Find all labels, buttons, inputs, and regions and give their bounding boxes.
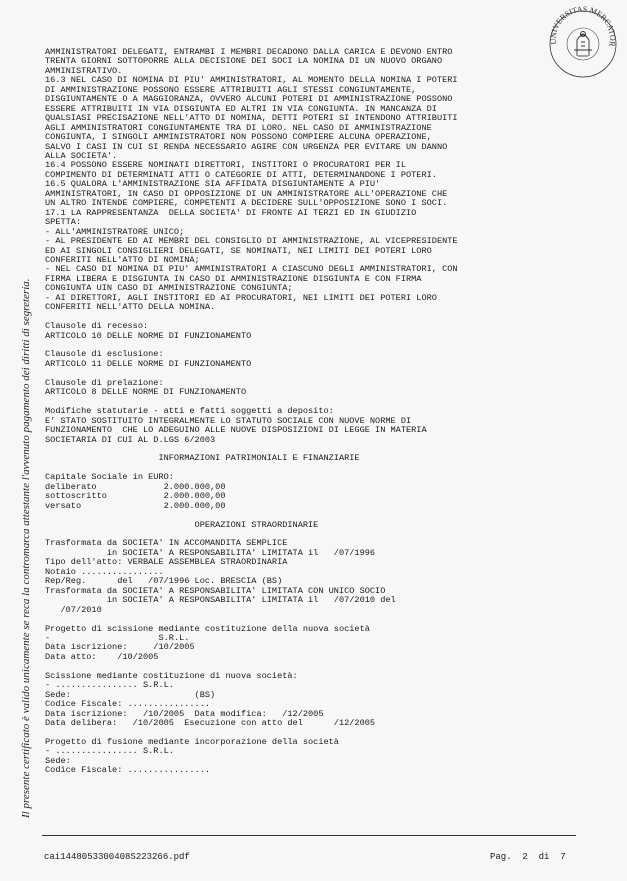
text-line: ARTICOLO 11 DELLE NORME DI FUNZIONAMENTO — [45, 358, 252, 369]
text-line: CONGIUNTA UIN CASO DI AMMINISTRAZIONE CONGIUNTA; — [45, 283, 293, 294]
text-line: CONFERITI NELL'ATTO DI NOMINA; — [45, 254, 200, 265]
text-line: in SOCIETA' A RESPONSABILITA' LIMITATA il /07/1996 — [45, 547, 376, 558]
text-line: AMMINISTRATORI, IN CASO DI OPPOSIZIONE DI UN AMMINISTRATORE ALL'OPERAZIONE CHE — [45, 188, 448, 199]
text-line: CONFERITI NELL'ATTO DELLA NOMINA. — [45, 302, 216, 313]
text-line: ED AI SINGOLI CONSIGLIERI DELEGATI, SE NOMINATI, NEI LIMITI DEI POTERI LORO — [45, 245, 432, 256]
text-line: E' STATO SOSTITUITO INTEGRALMENTE LO STATUTO SOCIALE CON NUOVE NORME DI — [45, 415, 412, 426]
text-line: ESSERE ATTRIBUITI IN VIA DISGIUNTA ED ALTRI IN VIA CONGIUNTA. IN MANCANZA DI — [45, 103, 437, 114]
text-line: Clausole di recesso: — [45, 321, 149, 332]
text-line: Trasformata da SOCIETA' A RESPONSABILITA' LIMITATA CON UNICO SOCIO — [45, 585, 386, 596]
text-line: /07/2010 — [45, 604, 102, 615]
side-validity-note: Il presente certificato è valido unicamente se reca la contromarca attestante l'avvenuto pagamento dei diritti di segreteria. — [20, 278, 32, 818]
text-line: 16.4 POSSONO ESSERE NOMINATI DIRETTORI, INSTITORI O PROCURATORI PER IL — [45, 160, 406, 171]
text-line: Data delibera: /10/2005 Esecuzione con atto del /12/2005 — [45, 718, 376, 729]
text-line: versato 2.000.000,00 — [45, 500, 226, 511]
text-line: ARTICOLO 10 DELLE NORME DI FUNZIONAMENTO — [45, 330, 252, 341]
text-line: Data iscrizione: /10/2005 — [45, 642, 195, 653]
text-line: Capitale Sociale in EURO: — [45, 472, 174, 483]
text-line: Modifiche statutarie - atti e fatti soggetti a deposito: — [45, 406, 334, 417]
footer-filename: cai1448053300408S223266.pdf — [44, 852, 190, 862]
text-line: - AL PRESIDENTE ED AI MEMBRI DEL CONSIGLIO DI AMMINISTRAZIONE, AL VICEPRESIDENTE — [45, 236, 458, 247]
text-line: Notaio ................ — [45, 566, 164, 577]
text-line: - ALL'AMMINISTRATORE UNICO; — [45, 226, 185, 237]
seal-text: UNIVERSITAS MERCATOR — [548, 6, 618, 48]
text-line: Codice Fiscale: ................ — [45, 765, 211, 776]
text-line: Scissione mediante costituzione di nuova società: — [45, 670, 298, 681]
text-line: - ................ S.R.L. — [45, 680, 174, 691]
text-line: Clausole di esclusione: — [45, 349, 164, 360]
text-line: COMPIMENTO DI DETERMINATI ATTI O CATEGORIE DI ATTI, DETERMINANDONE I POTERI. — [45, 169, 437, 180]
text-line: INFORMAZIONI PATRIMONIALI E FINANZIARIE — [45, 453, 360, 464]
certificate-body — [45, 48, 565, 776]
text-line: UN ALTRO INTENDE COMPIERE, COMPETENTI A DECIDERE SULL'OPPOSIZIONE SONO I SOCI. — [45, 198, 448, 209]
text-line: - AI DIRETTORI, AGLI INSTITORI ED AI PROCURATORI, NEI LIMITI DEI POTERI LORO — [45, 292, 437, 303]
text-line: AMMINISTRATIVO. — [45, 65, 123, 76]
footer-page-number: Pag. 2 di 7 — [490, 852, 566, 862]
text-line: 16.3 NEL CASO DI NOMINA DI PIU' AMMINISTRATORI, AL MOMENTO DELLA NOMINA I POTERI — [45, 75, 458, 86]
text-line: - S.R.L. — [45, 632, 190, 643]
text-line: AGLI AMMINISTRATORI CONGIUNTAMENTE TRA DI LORO. NEL CASO DI AMMINISTRAZIONE — [45, 122, 432, 133]
text-line: SPETTA: — [45, 217, 82, 228]
footer-divider — [42, 835, 576, 836]
text-line: Progetto di fusione mediante incorporazione della società — [45, 736, 339, 747]
text-line: Progetto di scissione mediante costituzione della nuova società — [45, 623, 370, 634]
text-line: DI AMMINISTRAZIONE POSSONO ESSERE ATTRIBUITI AGLI STESSI CONGIUNTAMENTE, — [45, 84, 417, 95]
text-line: TRENTA GIORNI SOTTOPORRE ALLA DECISIONE DEI SOCI LA NOMINA DI UN NUOVO ORGANO — [45, 56, 443, 67]
text-line: Data iscrizione: /10/2005 Data modifica: /12/2005 — [45, 708, 324, 719]
text-line: - ................ S.R.L. — [45, 746, 174, 757]
text-line: Codice Fiscale: ................ — [45, 699, 211, 710]
text-line: - NEL CASO DI NOMINA DI PIU' AMMINISTRATORI A CIASCUNO DEGLI AMMINISTRATORI, CON — [45, 264, 458, 275]
text-line: Rep/Reg. del /07/1996 Loc. BRESCIA (BS) — [45, 576, 283, 587]
text-line: Tipo dell'atto: VERBALE ASSEMBLEA STRAORDINARIA — [45, 557, 288, 568]
text-line: Clausole di prelazione: — [45, 377, 164, 388]
text-line: ALLA SOCIETA'. — [45, 150, 118, 161]
text-line: DISGIUNTAMENTE O A MAGGIORANZA, OVVERO ALCUNI POTERI DI AMMINISTRAZIONE POSSONO — [45, 94, 453, 105]
text-line: 17.1 LA RAPPRESENTANZA DELLA SOCIETA' DI FRONTE AI TERZI ED IN GIUDIZIO — [45, 207, 417, 218]
text-line: deliberato 2.000.000,00 — [45, 481, 226, 492]
text-line: Trasformata da SOCIETA' IN ACCOMANDITA SEMPLICE — [45, 538, 288, 549]
text-line: in SOCIETA' A RESPONSABILITA' LIMITATA il /07/2010 del — [45, 595, 396, 606]
text-line: FIRMA LIBERA E DISGIUNTA IN CASO DI AMMINISTRAZIONE DISGIUNTA E CON FIRMA — [45, 273, 422, 284]
text-line: CONGIUNTA, I SINGOLI AMMINISTRATORI NON POSSONO COMPIERE ALCUNA OPERAZIONE, — [45, 132, 432, 143]
text-line: Data atto: /10/2005 — [45, 651, 159, 662]
text-line: Sede: (BS) — [45, 689, 216, 700]
text-line: ARTICOLO 8 DELLE NORME DI FUNZIONAMENTO — [45, 387, 247, 398]
text-line: 16.5 QUALORA L'AMMINISTRAZIONE SIA AFFIDATA DISGIUNTAMENTE A PIU' — [45, 179, 381, 190]
text-line: QUALSIASI PRECISAZIONE NELL'ATTO DI NOMINA, DETTI POTERI SI INTENDONO ATTRIBUITI — [45, 113, 458, 124]
text-line: SALVO I CASI IN CUI SI RENDA NECESSARIO AGIRE CON URGENZA PER EVITARE UN DANNO — [45, 141, 448, 152]
text-line: FUNZIONAMENTO CHE LO ADEGUINO ALLE NUOVE DISPOSIZIONI DI LEGGE IN MATERIA — [45, 425, 427, 436]
text-line: OPERAZIONI STRAORDINARIE — [45, 519, 319, 530]
text-line: SOCIETARIA DI CUI AL D.LGS 6/2003 — [45, 434, 216, 445]
text-line: AMMINISTRATORI DELEGATI, ENTRAMBI I MEMBRI DECADONO DALLA CARICA E DEVONO ENTRO — [45, 47, 453, 57]
text-line: sottoscritto 2.000.000,00 — [45, 491, 226, 502]
text-line: Sede: — [45, 755, 71, 766]
